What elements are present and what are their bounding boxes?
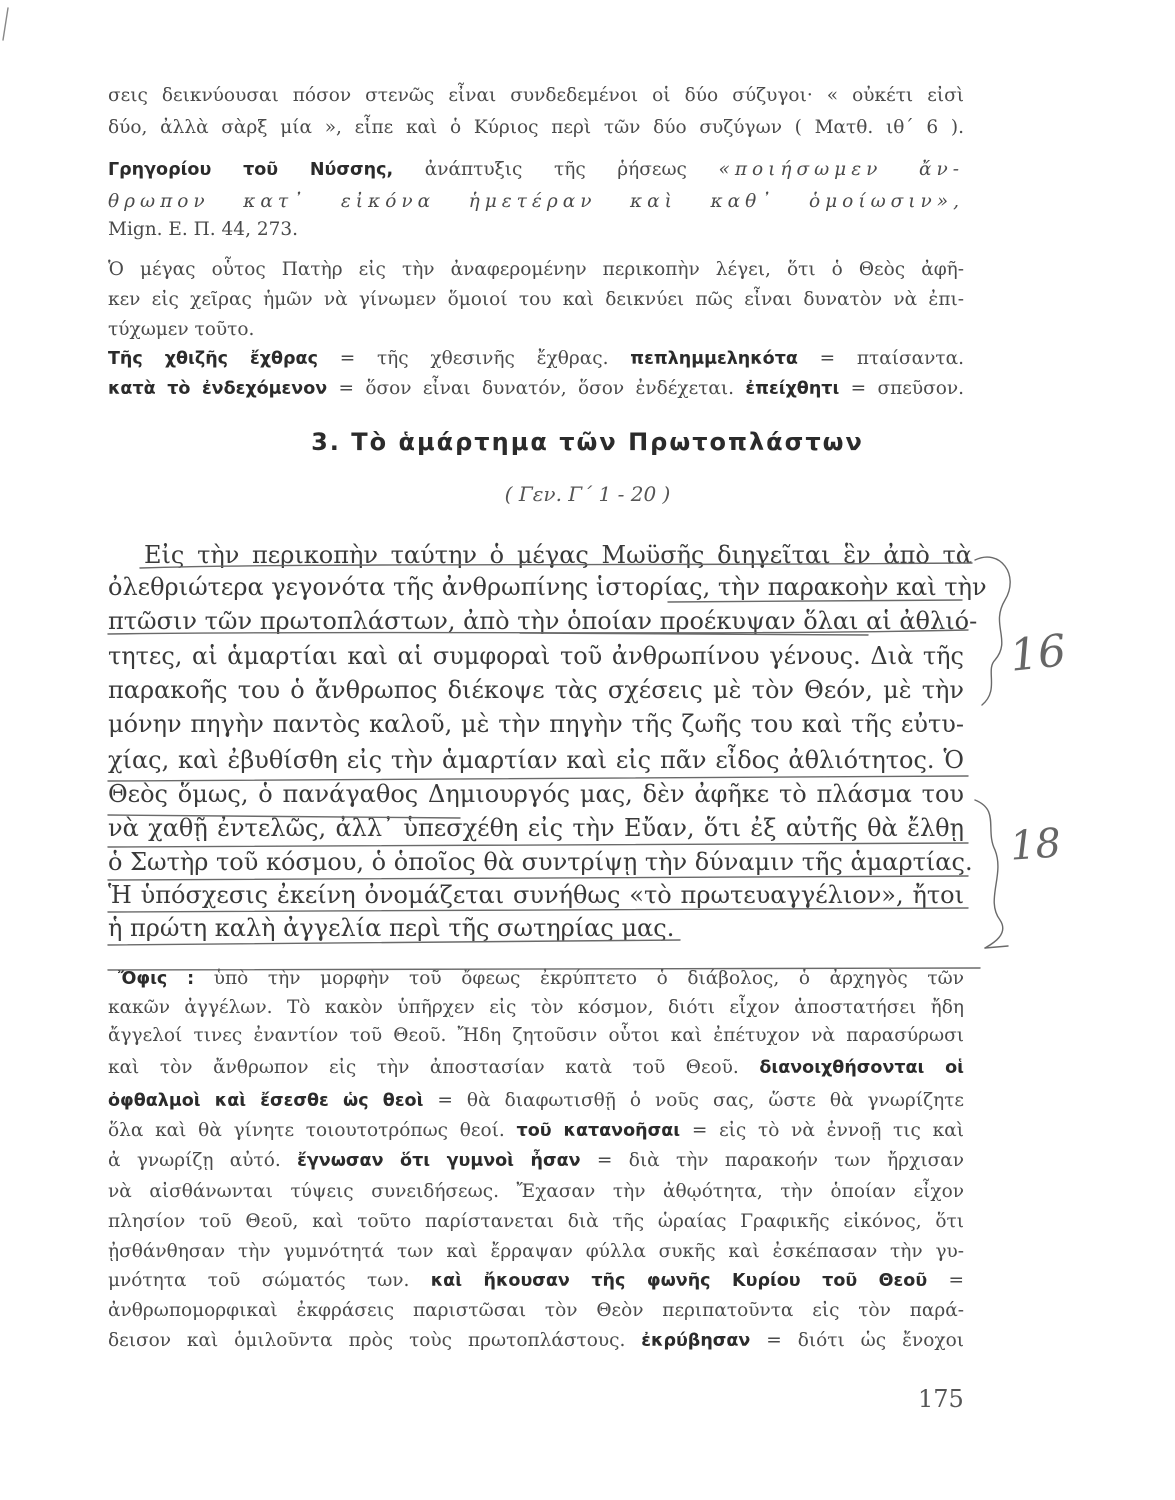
note-text-13: δεισον καὶ ὁμιλοῦντα πρὸς τοὺς πρωτοπλάστους.	[108, 1330, 626, 1351]
glossary-term-4: ἐπείχθητι	[745, 379, 840, 399]
underline-1	[140, 563, 972, 568]
glossary-def-2: = πταίσαντα.	[819, 348, 964, 369]
underline-8	[108, 876, 968, 880]
note-term-ekrybesan: ἐκρύβησαν	[641, 1331, 751, 1351]
glossary-def-1: = τῆς χθεσινῆς ἔχθρας.	[339, 348, 609, 369]
gregory-para-3: τύχωμεν τοῦτο.	[108, 319, 255, 340]
glossary-def-3: = ὅσον εἶναι δυνατόν, ὅσον ἐνδέχεται.	[338, 378, 735, 399]
underline-11	[108, 968, 980, 970]
note-def-ekousan: =	[948, 1270, 964, 1291]
main-text-line: παρακοῆς του ὁ ἄνθρωπος διέκοψε τὰς σχέσεις μὲ τὸν Θεόν, μὲ τὴν	[108, 676, 964, 704]
intro-line-2: δύο, ἀλλὰ σὰρξ μία », εἶπε καὶ ὁ Κύριος περὶ τῶν δύο συζύγων ( Ματθ. ιθ΄ 6 ).	[108, 117, 964, 138]
underline-10	[108, 940, 680, 945]
note-term-ofth: ὀφθαλμοὶ καὶ ἔσεσθε ὡς θεοὶ	[108, 1091, 424, 1111]
main-text-line: Ἡ ὑπόσχεσις ἐκείνη ὀνομάζεται συνήθως «τὸ πρωτευαγγέλιον», ἤτοι	[108, 881, 964, 909]
gregory-reference: Mign. E. Π. 44, 273.	[108, 219, 299, 240]
main-text-line: ὁ Σωτὴρ τοῦ κόσμου, ὁ ὁποῖος θὰ συντρίψῃ τὴν δύναμιν τῆς ἁμαρτίας.	[108, 848, 973, 876]
note-def-ekrybesan: = διότι ὡς ἔνοχοι	[766, 1330, 964, 1351]
note-def-egnosan: = διὰ τὴν παρακοήν των ἤρχισαν	[596, 1150, 964, 1171]
note-line-10: ᾐσθάνθησαν τὴν γυμνότητά των καὶ ἔρραψαν φύλλα συκῆς καὶ ἐσκέπασαν τὴν γυ-	[108, 1241, 964, 1262]
main-text-line: χίας, καὶ ἐβυθίσθη εἰς τὴν ἁμαρτίαν καὶ εἰς πᾶν εἶδος ἀθλιότητος. Ὁ	[108, 746, 964, 774]
note-text-4: καὶ τὸν ἄνθρωπον εἰς τὴν ἀποστασίαν κατὰ τοῦ Θεοῦ.	[108, 1057, 739, 1078]
section-reference: ( Γεν. Γ΄ 1 - 20 )	[504, 482, 671, 506]
section-title: 3. Τὸ ἁμάρτημα τῶν Πρωτοπλάστων	[311, 428, 864, 456]
underline-6	[108, 815, 460, 818]
glossary-def-4: = σπεῦσον.	[850, 378, 964, 399]
left-edge-mark	[3, 8, 8, 40]
note-term-ekousan: καὶ ἤκουσαν τῆς φωνῆς Κυρίου τοῦ Θεοῦ	[430, 1271, 928, 1291]
underline-9	[108, 908, 968, 912]
brace-top	[975, 557, 1010, 705]
main-text-line: ἡ πρώτη καλὴ ἀγγελία περὶ τῆς σωτηρίας μας.	[108, 914, 675, 942]
glossary-term-2: πεπλημμεληκότα	[630, 349, 798, 369]
note-line-12: ἀνθρωπομορφικαὶ ἐκφράσεις παριστῶσαι τὸν Θεὸν περιπατοῦντα εἰς τὸν παρά-	[108, 1300, 964, 1321]
note-line-9: πλησίον τοῦ Θεοῦ, καὶ τοῦτο παρίστανεται διὰ τῆς ὡραίας Γραφικῆς εἰκόνος, ὅτι	[108, 1211, 964, 1232]
main-text-line: Εἰς τὴν περικοπὴν ταύτην ὁ μέγας Μωϋσῆς διηγεῖται ἓν ἀπὸ τὰ	[144, 541, 972, 569]
note-line-2: κακῶν ἀγγέλων. Τὸ κακὸν ὑπῆρχεν εἰς τὸν κόσμον, διότι εἶχον ἀποστατήσει ἤδη	[108, 997, 964, 1018]
note-line-3: ἄγγελοί τινες ἐναντίον τοῦ Θεοῦ. Ἤδη ζητοῦσιν οὗτοι καὶ ἐπέτυχον νὰ παρασύρωσι	[108, 1025, 964, 1046]
glossary-term-1: Τῆς χθιζῆς ἔχθρας	[108, 349, 318, 369]
gregory-quote-1: «ποιήσωμεν ἄν-	[718, 159, 964, 180]
note-line-8: νὰ αἰσθάνωνται τύψεις συνειδήσεως. Ἔχασαν τὴν ἀθῳότητα, τὴν ὁποίαν εἶχον	[108, 1181, 964, 1202]
note-term-katan: τοῦ κατανοῆσαι	[516, 1121, 681, 1141]
main-text-line: νὰ χαθῇ ἐντελῶς, ἀλλ᾽ ὑπεσχέθη εἰς τὴν Εὔαν, ὅτι ἐξ αὐτῆς θὰ ἔλθῃ	[108, 814, 964, 842]
note-def-ofth: = θὰ διαφωτισθῇ ὁ νοῦς σας, ὥστε θὰ γνωρίζητε	[437, 1090, 964, 1111]
main-text-line: τητες, αἱ ἁμαρτίαι καὶ αἱ συμφοραὶ τοῦ ἀνθρωπίνου γένους. Διὰ τῆς	[108, 642, 964, 670]
page-number: 175	[918, 1385, 964, 1413]
note-term-dianoix: διανοιχθήσονται οἱ	[759, 1058, 964, 1078]
underline-4	[520, 633, 868, 635]
gregory-para-2: κεν εἰς χεῖρας ἡμῶν νὰ γίνωμεν ὅμοιοί του καὶ δεικνύει πῶς εἶναι δυνατὸν νὰ ἐπι-	[108, 289, 964, 310]
gregory-rest: ἀνάπτυξις τῆς ῥήσεως	[424, 159, 687, 180]
brace-bottom	[975, 800, 1003, 948]
gregory-quote-2: θρωπον κατ᾽ εἰκόνα ἡμετέραν καὶ καθ᾽ ὁμοίωσιν»,	[108, 191, 964, 212]
underline-5	[108, 776, 968, 781]
annotation-number-1: 16	[1007, 625, 1069, 682]
note-text-11: μνότητα τοῦ σώματός των.	[108, 1270, 410, 1291]
note-text-6: ὅλα καὶ θὰ γίνητε τοιουτοτρόπως θεοί.	[108, 1120, 505, 1141]
note-text-7: ἀ γνωρίζῃ αὐτό.	[108, 1150, 281, 1171]
annotation-number-2: 18	[1008, 820, 1063, 870]
underline-2	[668, 600, 962, 602]
note-term-ophis: Ὄφις :	[118, 969, 195, 989]
gregory-name: Γρηγορίου τοῦ Νύσσης,	[108, 160, 394, 180]
note-text-1: ὑπὸ τὴν μορφὴν τοῦ ὄφεως ἐκρύπτετο ὁ διάβολος, ὁ ἀρχηγὸς τῶν	[213, 968, 964, 989]
main-text-line: ὀλεθριώτερα γεγονότα τῆς ἀνθρωπίνης ἱστορίας, τὴν παρακοὴν καὶ τὴν	[108, 573, 987, 601]
main-text-line: Θεὸς ὅμως, ὁ πανάγαθος Δημιουργός μας, δὲν ἀφῆκε τὸ πλάσμα του	[108, 780, 964, 808]
intro-line-1: σεις δεικνύουσαι πόσον στενῶς εἶναι συνδεδεμένοι οἱ δύο σύζυγοι· « οὐκέτι εἰσὶ	[108, 85, 964, 106]
glossary-term-3: κατὰ τὸ ἐνδεχόμενον	[108, 379, 328, 399]
note-term-egnosan: ἔγνωσαν ὅτι γυμνοὶ ἦσαν	[297, 1151, 581, 1171]
main-text-line: μόνην πηγὴν παντὸς καλοῦ, μὲ τὴν πηγὴν τῆς ζωῆς του καὶ τῆς εὐτυ-	[108, 710, 964, 738]
underline-7	[108, 843, 968, 847]
gregory-para-1: Ὁ μέγας οὗτος Πατὴρ εἰς τὴν ἀναφερομένην περικοπὴν λέγει, ὅτι ὁ Θεὸς ἀφῆ-	[108, 259, 964, 280]
note-def-katan: = εἰς τὸ νὰ ἐννοῇ τις καὶ	[691, 1120, 964, 1141]
main-text-line: πτῶσιν τῶν πρωτοπλάστων, ἀπὸ τὴν ὁποίαν προέκυψαν ὅλαι αἱ ἀθλιό-	[108, 607, 978, 635]
